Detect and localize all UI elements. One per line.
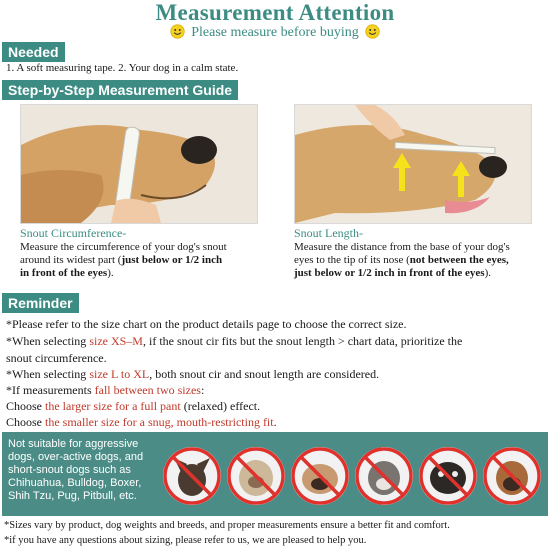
reminder-line-4: *When selecting size L to XL, both snout cir and snout length are considered. — [6, 367, 380, 381]
caption-line: Measure the distance from the base of your dog's — [294, 241, 510, 253]
snout-length-title: Snout Length- — [294, 226, 363, 240]
needed-heading: Needed — [2, 42, 65, 62]
reminder-line-1: *Please refer to the size chart on the product details page to choose the correct size. — [6, 317, 407, 331]
guide-heading: Step-by-Step Measurement Guide — [2, 80, 238, 100]
smiley-icon — [365, 24, 380, 39]
no-shih-tzu-icon — [227, 447, 285, 505]
subtitle-text: Please measure before buying — [191, 25, 359, 40]
snout-length-photo — [294, 104, 532, 224]
warning-banner-text: Not suitable for aggressive dogs, over-active dogs, and short-snout dogs such as Chihuahua, Bulldog, Boxer, Shih Tzu, Pug, Pitbull, etc. — [8, 438, 144, 502]
caption-line: in front of the eyes). — [20, 267, 114, 279]
reminder-line-5: *If measurements fall between two sizes: — [6, 383, 205, 397]
dog-measure-circumference-image — [21, 105, 257, 223]
no-bulldog-icon — [291, 447, 349, 505]
needed-text: 1. A soft measuring tape. 2. Your dog in a calm state. — [6, 62, 239, 74]
page-subtitle — [0, 24, 550, 41]
reminder-line-2: *When selecting size XS–M, if the snout cir fits but the snout length > chart data, prioritize the — [6, 334, 463, 348]
caption-line: Measure the circumference of your dog's snout — [20, 241, 227, 253]
dog-measure-length-image — [295, 105, 531, 223]
reminder-line-3: snout circumference. — [6, 351, 107, 365]
no-pitbull-icon — [355, 447, 413, 505]
smiley-icon — [170, 24, 185, 39]
reminder-heading: Reminder — [2, 293, 79, 313]
snout-circumference-caption — [20, 226, 285, 280]
footer-note-2: *if you have any questions about sizing, please refer to us, we are pleased to help you. — [4, 535, 367, 546]
caption-line: just below or 1/2 inch in front of the eyes). — [294, 267, 491, 279]
snout-length-caption — [294, 226, 548, 280]
footer-note-1: *Sizes vary by product, dog weights and breeds, and proper measurements ensure a better fit and comfort. — [4, 520, 450, 531]
page-title: Measurement Attention — [155, 0, 395, 25]
snout-circumference-text — [20, 241, 285, 280]
snout-length-text — [294, 241, 548, 280]
prohibited-breeds-row — [160, 444, 545, 508]
caption-line: around its widest part (just below or 1/2 inch — [20, 254, 223, 266]
snout-circumference-title: Snout Circumference- — [20, 226, 127, 240]
reminder-line-7: Choose the smaller size for a snug, mouth-restricting fit. — [6, 415, 277, 429]
caption-line: eyes to the tip of its nose (not between the eyes, — [294, 254, 509, 266]
no-boxer-icon — [483, 447, 541, 505]
reminder-line-6: Choose the larger size for a full pant (relaxed) effect. — [6, 399, 261, 413]
no-chihuahua-icon — [163, 447, 221, 505]
prohibited-breeds-images — [160, 444, 545, 508]
no-pug-icon — [419, 447, 477, 505]
snout-circumference-photo — [20, 104, 258, 224]
